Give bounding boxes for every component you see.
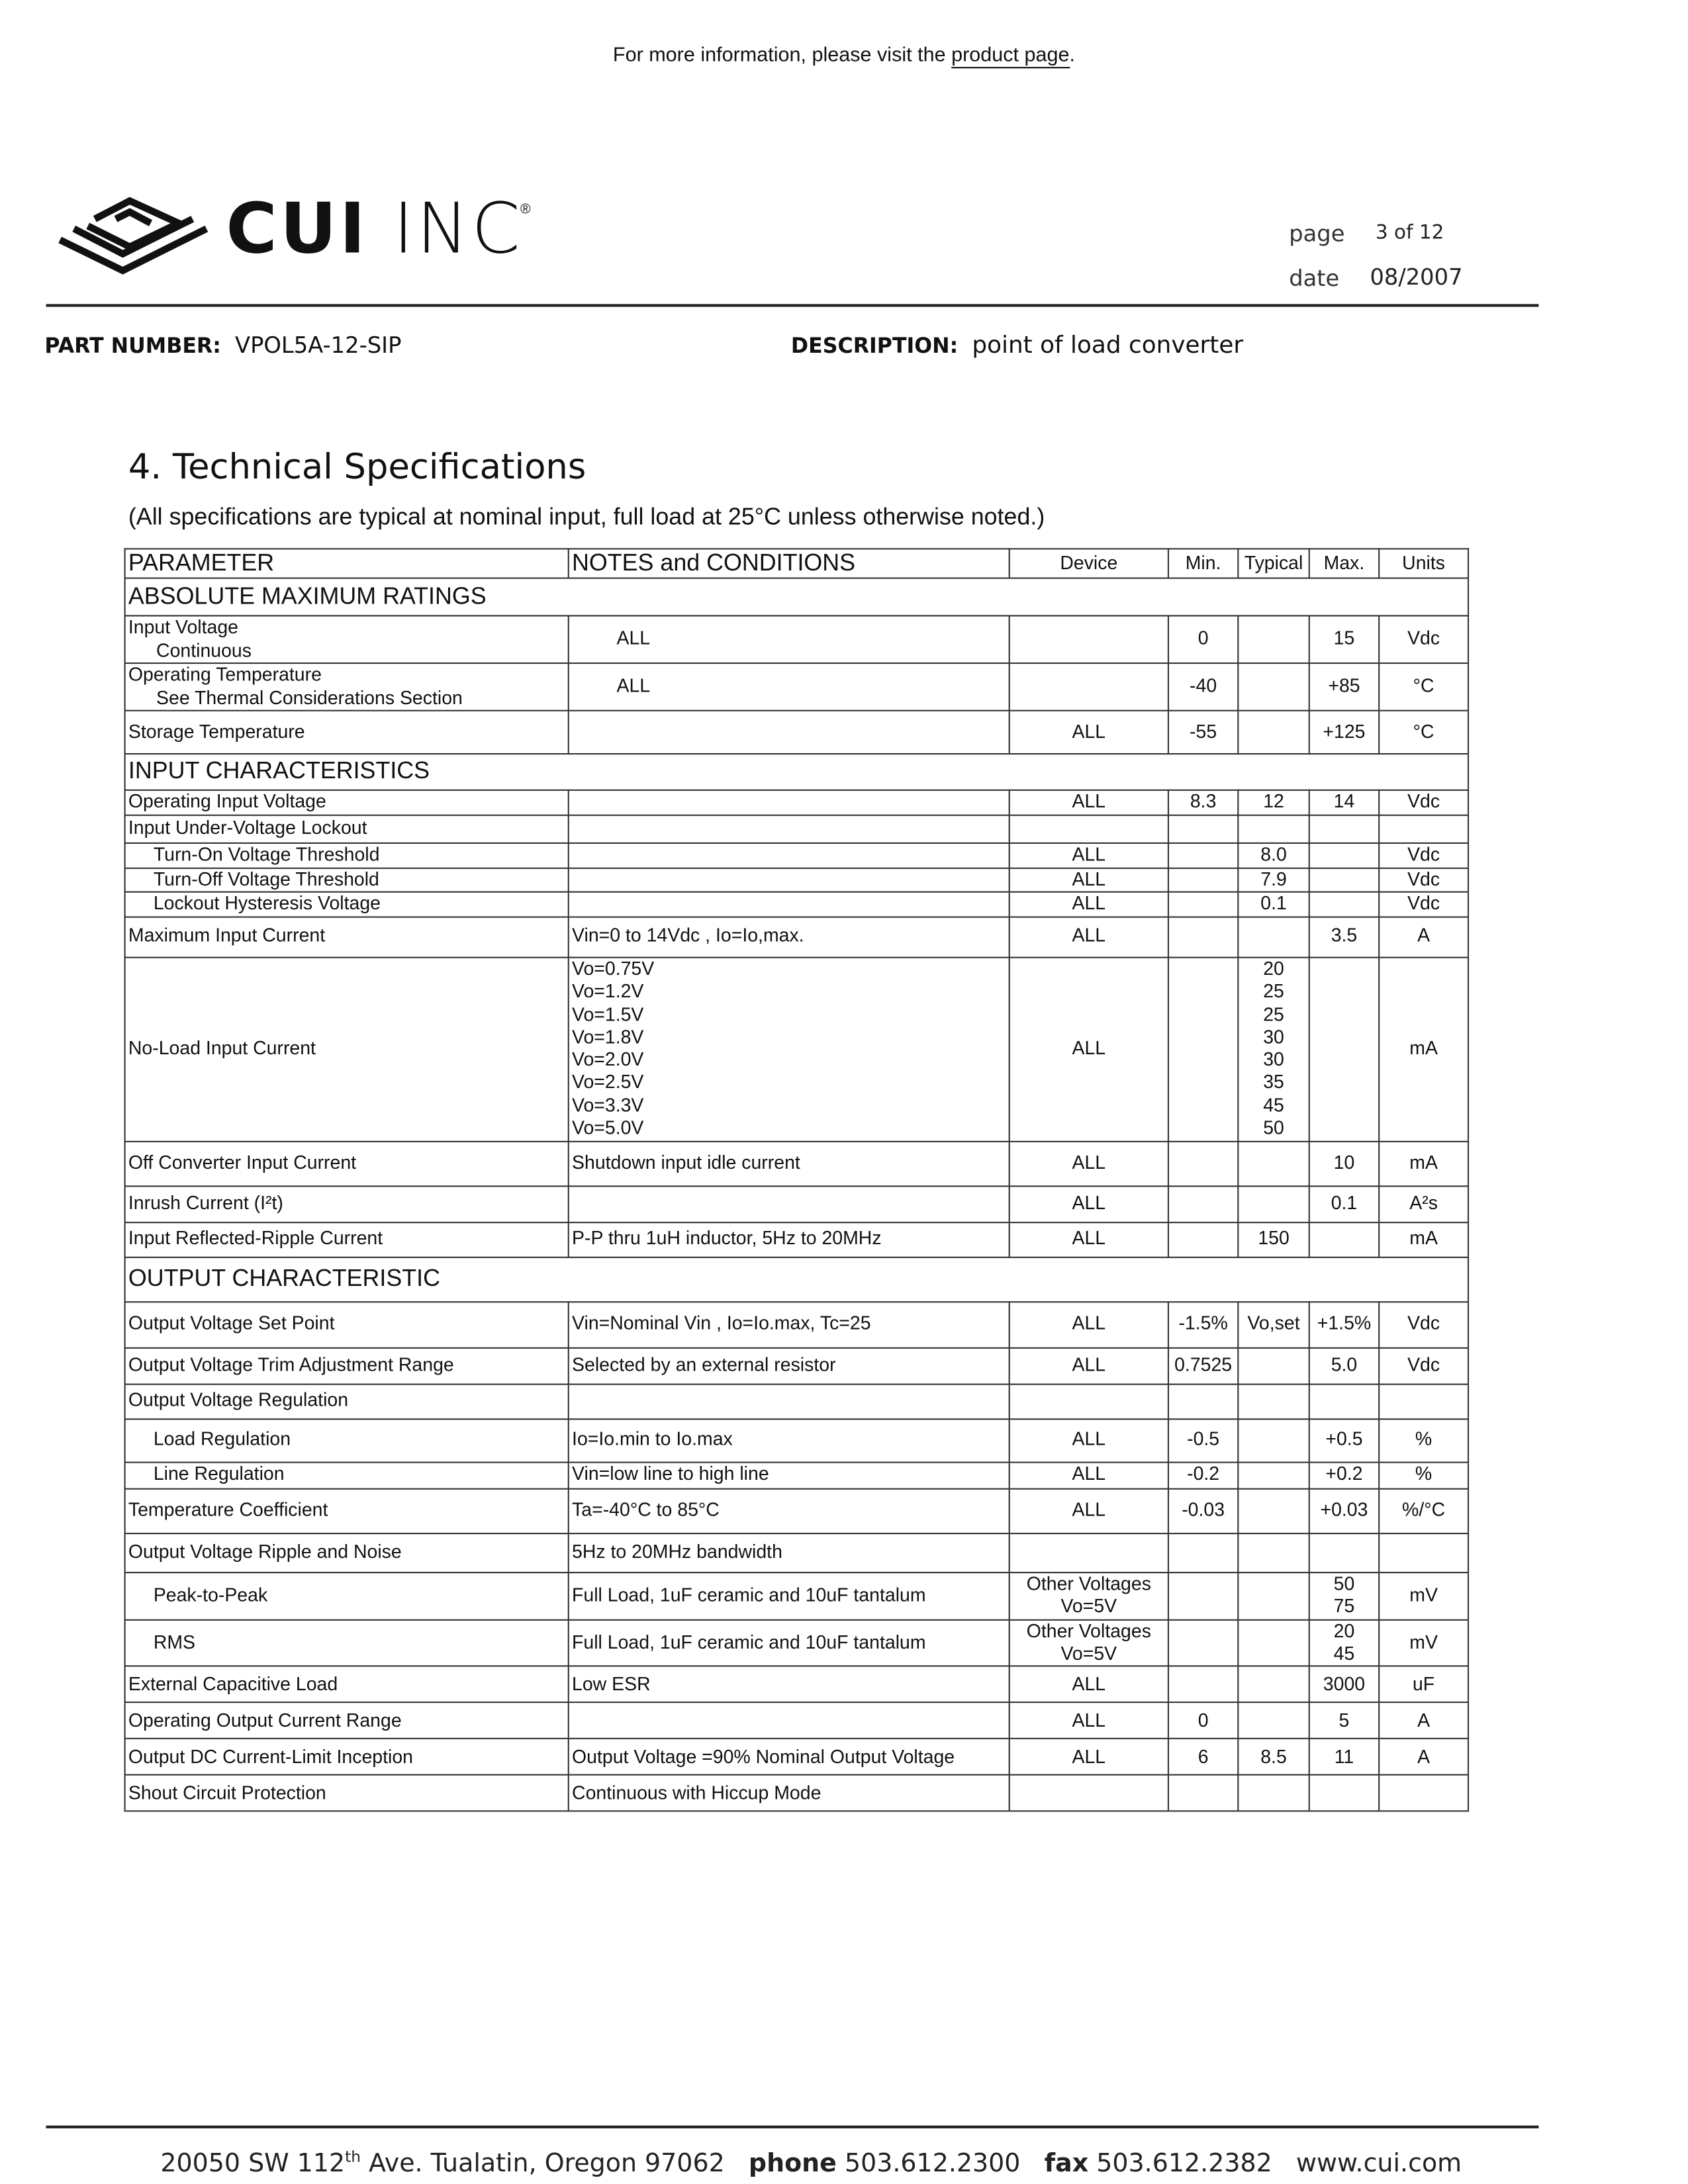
min-cell bbox=[1168, 957, 1238, 1141]
d-cell: ALL bbox=[1009, 892, 1168, 916]
typ-cell bbox=[1238, 1619, 1309, 1666]
d-cell: ALL bbox=[1009, 1666, 1168, 1703]
d-cell: ALL bbox=[1009, 868, 1168, 892]
u-cell: Vdc bbox=[1379, 790, 1468, 815]
u-cell: mA bbox=[1379, 957, 1468, 1141]
conditions-cell bbox=[569, 1702, 1009, 1739]
d-cell: Other Voltages Vo=5V bbox=[1009, 1572, 1168, 1619]
max-cell bbox=[1309, 957, 1379, 1141]
d-cell bbox=[1009, 1384, 1168, 1419]
u-cell: A bbox=[1379, 917, 1468, 957]
top-note-end: . bbox=[1069, 44, 1076, 68]
section-row bbox=[125, 754, 1468, 790]
part-number bbox=[44, 332, 401, 359]
address-rest: Ave. Tualatin, Oregon 97062 bbox=[360, 2149, 725, 2179]
table-row bbox=[125, 917, 1468, 957]
parameter-name: External Capacitive Load bbox=[128, 1672, 338, 1694]
parameter-cell bbox=[125, 1222, 569, 1257]
conditions-cell: Vin=low line to high line bbox=[569, 1462, 1009, 1488]
max-cell: +0.5 bbox=[1309, 1418, 1379, 1461]
table-row bbox=[125, 615, 1468, 663]
u-cell: Vdc bbox=[1379, 1301, 1468, 1347]
parameter-cell bbox=[125, 843, 569, 868]
parameter-cell bbox=[125, 1488, 569, 1533]
header-device: Device bbox=[1009, 549, 1168, 578]
top-note-text: For more information, please visit the bbox=[612, 44, 952, 68]
min-cell: 6 bbox=[1168, 1739, 1238, 1775]
u-cell: Vdc bbox=[1379, 868, 1468, 892]
d-cell bbox=[1009, 1775, 1168, 1811]
parameter-cell bbox=[125, 1775, 569, 1811]
min-cell bbox=[1168, 917, 1238, 957]
min-cell: -40 bbox=[1168, 663, 1238, 711]
u-cell bbox=[1379, 1775, 1468, 1811]
u-cell: mA bbox=[1379, 1222, 1468, 1257]
d-cell: ALL bbox=[1009, 917, 1168, 957]
parameter-name: Input Under-Voltage Lockout bbox=[128, 817, 367, 839]
d-cell: ALL bbox=[1009, 1702, 1168, 1739]
description-value: point of load converter bbox=[972, 332, 1244, 360]
u-cell: % bbox=[1379, 1462, 1468, 1488]
typ-cell: 7.9 bbox=[1238, 868, 1309, 892]
typ-cell: 8.5 bbox=[1238, 1739, 1309, 1775]
parameter-cell bbox=[125, 663, 569, 711]
max-cell: +0.2 bbox=[1309, 1462, 1379, 1488]
min-cell bbox=[1168, 1666, 1238, 1703]
max-cell: +85 bbox=[1309, 663, 1379, 711]
conditions-cell: 5Hz to 20MHz bandwidth bbox=[569, 1533, 1009, 1572]
header-min-: Min. bbox=[1168, 549, 1238, 578]
parameter-cell bbox=[125, 1572, 569, 1619]
typ-cell: 20 25 25 30 30 35 45 50 bbox=[1238, 957, 1309, 1141]
max-cell: 3000 bbox=[1309, 1666, 1379, 1703]
conditions-cell: Full Load, 1uF ceramic and 10uF tantalum bbox=[569, 1572, 1009, 1619]
parameter-name: Turn-Off Voltage Threshold bbox=[153, 868, 379, 890]
conditions-cell bbox=[569, 1384, 1009, 1419]
u-cell bbox=[1379, 1384, 1468, 1419]
parameter-cell bbox=[125, 1462, 569, 1488]
u-cell: A bbox=[1379, 1739, 1468, 1775]
d-cell bbox=[1009, 663, 1168, 711]
conditions-cell: Selected by an external resistor bbox=[569, 1347, 1009, 1384]
parameter-cell bbox=[125, 615, 569, 663]
phone-label: phone bbox=[748, 2149, 837, 2179]
typ-cell bbox=[1238, 1533, 1309, 1572]
conditions-cell: Vin=Nominal Vin , Io=Io.max, Tc=25 bbox=[569, 1301, 1009, 1347]
table-row bbox=[125, 790, 1468, 815]
parameter-cell bbox=[125, 1384, 569, 1419]
table-header-row bbox=[125, 549, 1468, 578]
typ-cell: 0.1 bbox=[1238, 892, 1309, 916]
d-cell: ALL bbox=[1009, 711, 1168, 754]
table-row bbox=[125, 1619, 1468, 1666]
table-row bbox=[125, 1775, 1468, 1811]
d-cell: Other Voltages Vo=5V bbox=[1009, 1619, 1168, 1666]
table-row bbox=[125, 1222, 1468, 1257]
parameter-cell bbox=[125, 1619, 569, 1666]
conditions-cell bbox=[569, 1185, 1009, 1222]
typ-cell bbox=[1238, 711, 1309, 754]
header-units: Units bbox=[1379, 549, 1468, 578]
parameter-name: Input Reflected-Ripple Current bbox=[128, 1228, 383, 1250]
date-label: date bbox=[1289, 265, 1340, 292]
page-label: page bbox=[1289, 220, 1345, 248]
min-cell bbox=[1168, 868, 1238, 892]
max-cell: 0.1 bbox=[1309, 1185, 1379, 1222]
max-cell bbox=[1309, 1222, 1379, 1257]
part-number-label: PART NUMBER: bbox=[44, 333, 221, 359]
min-cell: -1.5% bbox=[1168, 1301, 1238, 1347]
conditions-cell bbox=[569, 843, 1009, 868]
u-cell: %/°C bbox=[1379, 1488, 1468, 1533]
parameter-name: Line Regulation bbox=[153, 1463, 285, 1485]
typ-cell bbox=[1238, 1141, 1309, 1185]
address: 20050 SW 112 bbox=[160, 2149, 346, 2179]
min-cell bbox=[1168, 1384, 1238, 1419]
parameter-cell bbox=[125, 1347, 569, 1384]
d-cell bbox=[1009, 615, 1168, 663]
d-cell: ALL bbox=[1009, 843, 1168, 868]
parameter-cell bbox=[125, 790, 569, 815]
typ-cell: 150 bbox=[1238, 1222, 1309, 1257]
conditions-cell: ALL bbox=[569, 663, 1009, 711]
max-cell bbox=[1309, 1775, 1379, 1811]
max-cell bbox=[1309, 815, 1379, 843]
min-cell: -55 bbox=[1168, 711, 1238, 754]
u-cell: Vdc bbox=[1379, 892, 1468, 916]
typ-cell bbox=[1238, 815, 1309, 843]
u-cell: A²s bbox=[1379, 1185, 1468, 1222]
max-cell: 5.0 bbox=[1309, 1347, 1379, 1384]
min-cell bbox=[1168, 1185, 1238, 1222]
min-cell bbox=[1168, 815, 1238, 843]
parameter-name: Load Regulation bbox=[153, 1428, 291, 1450]
conditions-cell bbox=[569, 868, 1009, 892]
parameter-note: Continuous bbox=[156, 639, 252, 660]
parameter-cell bbox=[125, 1702, 569, 1739]
table-row bbox=[125, 1185, 1468, 1222]
min-cell bbox=[1168, 1141, 1238, 1185]
u-cell: Vdc bbox=[1379, 843, 1468, 868]
parameter-cell bbox=[125, 957, 569, 1141]
parameter-name: Lockout Hysteresis Voltage bbox=[153, 893, 381, 914]
fax-label: fax bbox=[1044, 2149, 1089, 2179]
conditions-cell bbox=[569, 790, 1009, 815]
fax: 503.612.2382 bbox=[1096, 2149, 1272, 2179]
parameter-cell bbox=[125, 1666, 569, 1703]
typ-cell bbox=[1238, 1775, 1309, 1811]
parameter-cell bbox=[125, 892, 569, 916]
parameter-name: Operating Output Current Range bbox=[128, 1709, 402, 1731]
conditions-cell bbox=[569, 892, 1009, 916]
conditions-cell: Vin=0 to 14Vdc , Io=Io,max. bbox=[569, 917, 1009, 957]
d-cell: ALL bbox=[1009, 1301, 1168, 1347]
d-cell: ALL bbox=[1009, 1488, 1168, 1533]
parameter-name: Operating Input Voltage bbox=[128, 791, 326, 813]
phone: 503.612.2300 bbox=[844, 2149, 1021, 2179]
typ-cell bbox=[1238, 1702, 1309, 1739]
typ-cell bbox=[1238, 1572, 1309, 1619]
conditions-cell: Continuous with Hiccup Mode bbox=[569, 1775, 1009, 1811]
max-cell bbox=[1309, 843, 1379, 868]
table-row bbox=[125, 711, 1468, 754]
u-cell: Vdc bbox=[1379, 615, 1468, 663]
table-row bbox=[125, 1739, 1468, 1775]
address-sup: th bbox=[345, 2148, 361, 2166]
typ-cell bbox=[1238, 663, 1309, 711]
table-row bbox=[125, 843, 1468, 868]
parameter-cell bbox=[125, 1533, 569, 1572]
d-cell: ALL bbox=[1009, 1462, 1168, 1488]
date-value: 08/2007 bbox=[1370, 263, 1463, 291]
u-cell: mA bbox=[1379, 1141, 1468, 1185]
u-cell: mV bbox=[1379, 1619, 1468, 1666]
table-row bbox=[125, 957, 1468, 1141]
table-row bbox=[125, 1141, 1468, 1185]
table-row bbox=[125, 1533, 1468, 1572]
table-row bbox=[125, 663, 1468, 711]
conditions-cell: Ta=-40°C to 85°C bbox=[569, 1488, 1009, 1533]
product-page-link[interactable]: product page bbox=[951, 44, 1069, 68]
table-row bbox=[125, 1488, 1468, 1533]
table-row bbox=[125, 1702, 1468, 1739]
max-cell: 14 bbox=[1309, 790, 1379, 815]
parameter-name: Turn-On Voltage Threshold bbox=[153, 844, 380, 866]
typ-cell bbox=[1238, 1418, 1309, 1461]
typ-cell bbox=[1238, 1462, 1309, 1488]
conditions-cell: Vo=0.75V Vo=1.2V Vo=1.5V Vo=1.8V Vo=2.0V Vo=2.5V Vo=3.3V Vo=5.0V bbox=[569, 957, 1009, 1141]
min-cell: 0 bbox=[1168, 615, 1238, 663]
parameter-cell bbox=[125, 815, 569, 843]
min-cell bbox=[1168, 1775, 1238, 1811]
top-note bbox=[0, 44, 1688, 67]
u-cell bbox=[1379, 1533, 1468, 1572]
header-max-: Max. bbox=[1309, 549, 1379, 578]
min-cell bbox=[1168, 1619, 1238, 1666]
section-title: 4. Technical Specifications bbox=[128, 446, 586, 487]
d-cell: ALL bbox=[1009, 1418, 1168, 1461]
d-cell bbox=[1009, 815, 1168, 843]
parameter-name: Off Converter Input Current bbox=[128, 1152, 357, 1173]
parameter-name: Shout Circuit Protection bbox=[128, 1782, 326, 1803]
description-label: DESCRIPTION: bbox=[790, 333, 959, 359]
table-row bbox=[125, 868, 1468, 892]
logo-wordmark bbox=[226, 188, 523, 269]
website[interactable]: www.cui.com bbox=[1295, 2149, 1462, 2179]
max-cell bbox=[1309, 1533, 1379, 1572]
min-cell: 0 bbox=[1168, 1702, 1238, 1739]
parameter-cell bbox=[125, 711, 569, 754]
max-cell: 50 75 bbox=[1309, 1572, 1379, 1619]
parameter-name: Output Voltage Regulation bbox=[128, 1389, 349, 1411]
table-row bbox=[125, 892, 1468, 916]
conditions-cell: Full Load, 1uF ceramic and 10uF tantalum bbox=[569, 1619, 1009, 1666]
parameter-cell bbox=[125, 1418, 569, 1461]
logo-brand: CUI bbox=[226, 188, 369, 269]
typ-cell bbox=[1238, 1666, 1309, 1703]
u-cell: mV bbox=[1379, 1572, 1468, 1619]
max-cell: 15 bbox=[1309, 615, 1379, 663]
header-parameter: PARAMETER bbox=[125, 549, 569, 578]
logo-suffix: INC bbox=[393, 188, 524, 269]
conditions-cell: Low ESR bbox=[569, 1666, 1009, 1703]
d-cell: ALL bbox=[1009, 1739, 1168, 1775]
u-cell: °C bbox=[1379, 711, 1468, 754]
table-row bbox=[125, 1384, 1468, 1419]
min-cell bbox=[1168, 1222, 1238, 1257]
min-cell bbox=[1168, 1572, 1238, 1619]
description bbox=[791, 332, 1243, 360]
max-cell: 3.5 bbox=[1309, 917, 1379, 957]
u-cell bbox=[1379, 815, 1468, 843]
max-cell bbox=[1309, 892, 1379, 916]
typ-cell bbox=[1238, 1185, 1309, 1222]
table-row bbox=[125, 815, 1468, 843]
typ-cell: Vo,set bbox=[1238, 1301, 1309, 1347]
max-cell: 20 45 bbox=[1309, 1619, 1379, 1666]
table-row bbox=[125, 1462, 1468, 1488]
d-cell: ALL bbox=[1009, 1185, 1168, 1222]
max-cell bbox=[1309, 868, 1379, 892]
u-cell: uF bbox=[1379, 1666, 1468, 1703]
parameter-note: See Thermal Considerations Section bbox=[156, 686, 463, 708]
spec-table bbox=[124, 548, 1470, 1812]
parameter-name: Inrush Current (I²t) bbox=[128, 1192, 283, 1214]
parameter-name: Operating Temperature bbox=[128, 664, 322, 686]
u-cell: °C bbox=[1379, 663, 1468, 711]
max-cell: +0.03 bbox=[1309, 1488, 1379, 1533]
conditions-cell: Output Voltage =90% Nominal Output Voltage bbox=[569, 1739, 1009, 1775]
typ-cell bbox=[1238, 1488, 1309, 1533]
parameter-name: Output DC Current-Limit Inception bbox=[128, 1745, 413, 1767]
typ-cell: 12 bbox=[1238, 790, 1309, 815]
parameter-cell bbox=[125, 1739, 569, 1775]
typ-cell bbox=[1238, 1384, 1309, 1419]
section-row bbox=[125, 578, 1468, 616]
parameter-name: Output Voltage Ripple and Noise bbox=[128, 1541, 402, 1563]
typ-cell bbox=[1238, 615, 1309, 663]
parameter-cell bbox=[125, 917, 569, 957]
parameter-name: Temperature Coefficient bbox=[128, 1499, 328, 1520]
d-cell: ALL bbox=[1009, 790, 1168, 815]
conditions-cell bbox=[569, 815, 1009, 843]
parameter-name: Output Voltage Set Point bbox=[128, 1312, 335, 1334]
cui-logo-icon bbox=[53, 184, 220, 289]
footer-address bbox=[160, 2148, 1462, 2178]
max-cell: +1.5% bbox=[1309, 1301, 1379, 1347]
conditions-cell bbox=[569, 711, 1009, 754]
conditions-cell: Shutdown input idle current bbox=[569, 1141, 1009, 1185]
section-subtitle: (All specifications are typical at nominal input, full load at 25°C unless otherwise noted.) bbox=[128, 503, 1045, 530]
d-cell: ALL bbox=[1009, 957, 1168, 1141]
max-cell: 5 bbox=[1309, 1702, 1379, 1739]
min-cell: -0.03 bbox=[1168, 1488, 1238, 1533]
d-cell: ALL bbox=[1009, 1141, 1168, 1185]
parameter-name: Storage Temperature bbox=[128, 721, 305, 742]
min-cell: 0.7525 bbox=[1168, 1347, 1238, 1384]
min-cell bbox=[1168, 892, 1238, 916]
min-cell: 8.3 bbox=[1168, 790, 1238, 815]
conditions-cell: Io=Io.min to Io.max bbox=[569, 1418, 1009, 1461]
parameter-name: Maximum Input Current bbox=[128, 925, 326, 946]
max-cell bbox=[1309, 1384, 1379, 1419]
section-heading: OUTPUT CHARACTERISTIC bbox=[125, 1257, 1468, 1301]
typ-cell: 8.0 bbox=[1238, 843, 1309, 868]
table-row bbox=[125, 1347, 1468, 1384]
section-heading: INPUT CHARACTERISTICS bbox=[125, 754, 1468, 790]
table-row bbox=[125, 1666, 1468, 1703]
conditions-cell: P-P thru 1uH inductor, 5Hz to 20MHz bbox=[569, 1222, 1009, 1257]
u-cell: % bbox=[1379, 1418, 1468, 1461]
header-notes-and-conditions: NOTES and CONDITIONS bbox=[569, 549, 1009, 578]
parameter-name: No-Load Input Current bbox=[128, 1037, 316, 1059]
registered-mark: ® bbox=[520, 202, 531, 218]
typ-cell bbox=[1238, 917, 1309, 957]
table-row bbox=[125, 1301, 1468, 1347]
section-row bbox=[125, 1257, 1468, 1301]
parameter-cell bbox=[125, 1185, 569, 1222]
parameter-name: RMS bbox=[153, 1631, 196, 1653]
min-cell: -0.2 bbox=[1168, 1462, 1238, 1488]
parameter-cell bbox=[125, 1301, 569, 1347]
u-cell: A bbox=[1379, 1702, 1468, 1739]
header-divider bbox=[46, 304, 1539, 306]
part-number-value: VPOL5A-12-SIP bbox=[234, 332, 402, 359]
parameter-name: Output Voltage Trim Adjustment Range bbox=[128, 1354, 454, 1375]
parameter-cell bbox=[125, 1141, 569, 1185]
d-cell: ALL bbox=[1009, 1347, 1168, 1384]
page-value: 3 of 12 bbox=[1375, 222, 1444, 244]
min-cell bbox=[1168, 843, 1238, 868]
typ-cell bbox=[1238, 1347, 1309, 1384]
header-typical: Typical bbox=[1238, 549, 1309, 578]
table-row bbox=[125, 1418, 1468, 1461]
d-cell: ALL bbox=[1009, 1222, 1168, 1257]
min-cell bbox=[1168, 1533, 1238, 1572]
section-heading: ABSOLUTE MAXIMUM RATINGS bbox=[125, 578, 1468, 616]
parameter-cell bbox=[125, 868, 569, 892]
u-cell: Vdc bbox=[1379, 1347, 1468, 1384]
max-cell: 10 bbox=[1309, 1141, 1379, 1185]
table-row bbox=[125, 1572, 1468, 1619]
max-cell: 11 bbox=[1309, 1739, 1379, 1775]
min-cell: -0.5 bbox=[1168, 1418, 1238, 1461]
d-cell bbox=[1009, 1533, 1168, 1572]
parameter-name: Input Voltage bbox=[128, 616, 239, 638]
conditions-cell: ALL bbox=[569, 615, 1009, 663]
max-cell: +125 bbox=[1309, 711, 1379, 754]
parameter-name: Peak-to-Peak bbox=[153, 1584, 268, 1606]
footer-divider bbox=[46, 2126, 1539, 2128]
